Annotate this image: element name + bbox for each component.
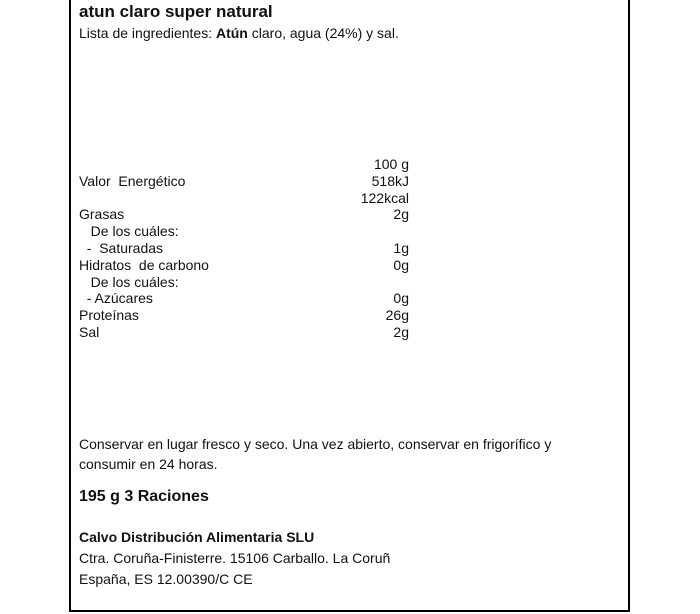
nutrition-value: 26g — [385, 307, 409, 324]
nutrition-table — [79, 156, 409, 341]
nutrition-row — [79, 290, 409, 307]
storage-instructions: Conservar en lugar fresco y seco. Una vez abierto, conservar en frigorífico y consumir en 24 horas. — [79, 436, 552, 472]
net-weight: 195 g 3 Raciones — [79, 488, 209, 505]
nutrition-label: Hidratos de carbono — [79, 256, 209, 273]
nutrition-row — [79, 223, 409, 240]
company-block — [79, 527, 390, 590]
company-name: Calvo Distribución Alimentaria SLU — [79, 529, 315, 545]
nutrition-row — [79, 257, 409, 274]
nutrition-value: 0g — [393, 290, 409, 307]
nutrition-row — [79, 274, 409, 291]
nutrition-value: 122kcal — [360, 189, 409, 206]
nutrition-label: Valor Energético — [79, 172, 186, 189]
company-address: Ctra. Coruña-Finisterre. 15106 Carballo. La Coruñ — [79, 550, 391, 566]
product-title: atun claro super natural — [79, 2, 273, 21]
nutrition-value: 100 g — [373, 156, 409, 172]
nutrition-row — [79, 307, 409, 324]
nutrition-label: - Saturadas — [79, 239, 164, 256]
nutrition-row — [79, 156, 409, 173]
nutrition-row — [79, 190, 409, 207]
nutrition-row — [79, 240, 409, 257]
nutrition-value: 2g — [393, 206, 409, 223]
ingredients-prefix: Lista de ingredientes: — [79, 25, 216, 41]
nutrition-row — [79, 206, 409, 223]
nutrition-label: Proteínas — [79, 307, 139, 324]
nutrition-label: Sal — [79, 323, 100, 340]
nutrition-value: 518kJ — [371, 172, 409, 189]
nutrition-value: 2g — [393, 323, 409, 340]
ingredients-main: Atún — [215, 25, 248, 41]
nutrition-row — [79, 173, 409, 190]
ingredients-line — [79, 25, 399, 41]
nutrition-label: - Azúcares — [79, 290, 153, 307]
ingredients-rest: claro, agua (24%) y sal. — [247, 25, 399, 41]
nutrition-label: De los cuáles: — [79, 223, 179, 240]
nutrition-label: Grasas — [79, 206, 125, 223]
nutrition-value: 0g — [393, 256, 409, 273]
nutrition-value: 1g — [393, 239, 409, 256]
nutrition-row — [79, 324, 409, 341]
nutrition-label: De los cuáles: — [79, 273, 179, 290]
company-registry: España, ES 12.00390/C CE — [79, 571, 253, 587]
